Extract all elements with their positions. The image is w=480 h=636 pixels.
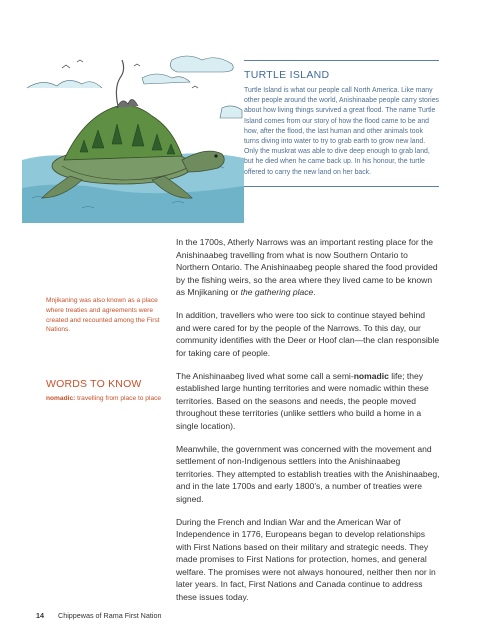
page-footer <box>36 611 161 620</box>
paragraph-3: The Anishinaabeg lived what some call a semi-nomadic life; they established large hunting territories and were nomadic within these territories. Based on the seasons and needs, the people moved throughout these territories (unlike settlers who build a home in a single location). <box>176 370 429 431</box>
turtle-island-title: TURTLE ISLAND <box>244 69 330 81</box>
top-divider <box>244 60 439 61</box>
publication-name: Chippewas of Rama First Nation <box>58 611 162 620</box>
nomadic-definition: nomadic: travelling from place to place <box>46 395 162 403</box>
side-column <box>46 296 164 404</box>
paragraph-5: During the French and Indian War and the American War of Independence in 1776, Europeans began to develop relationships with First Nations based on their military and strategic needs. They made promises to First Nations for protection, homes, and general welfare. The promises were not always honoured, neither then nor in later years. In fact, First Nations and Canada continue to address these issues today. <box>176 516 436 602</box>
turtle-island-box <box>244 60 439 187</box>
mnjikaning-note: Mnjikaning was also known as a place where treaties and agreements were created and recounted among the First Nations. <box>46 297 160 334</box>
page-number: 14 <box>36 611 44 620</box>
term-nomadic: nomadic <box>353 370 389 381</box>
paragraph-4: Meanwhile, the government was concerned with the movement and settlement of non-Indigenous settlers into the Anishinaabeg territories. They attempted to establish treaties with the Anishinaabeg, and in the late 1700s and early 1800’s, a number of treaties were signed. <box>176 443 440 504</box>
bottom-divider <box>244 186 439 187</box>
turtle-island-illustration <box>22 48 244 223</box>
turtle-island-text: Turtle Island is what our people call North America. Like many other people around the world, Anishinaabe people carry stories about how living things survived a great flood. The name Turtle Island comes from our story of how the flood came to be and how, after the flood, the last human and other animals took turns diving into water to try to grab earth to grow new land. Only the muskrat was able to dive deep enough to grab land, but he died when he came back up. In his honour, the turtle offered to carry the new land on her back. <box>244 87 439 176</box>
words-to-know-title: WORDS TO KNOW <box>46 378 142 391</box>
main-text-column <box>176 236 440 614</box>
paragraph-2: In addition, travellers who were too sick to continue stayed behind and were cared for by the people of the Narrows. To this day, our community identifies with the Deer or Hoof clan—the clan responsible for taking care of people. <box>176 310 440 358</box>
emphasis-gathering-place: the gathering place <box>240 287 314 297</box>
paragraph-1: In the 1700s, Atherly Narrows was an important resting place for the Anishinaabeg travelling from what is now Southern Ontario to Northern Ontario. The Anishinaabeg people shared the food provided by the fishing weirs, so the area where they lived came to be known as Mnjikaning or the gathering place. <box>176 237 438 297</box>
